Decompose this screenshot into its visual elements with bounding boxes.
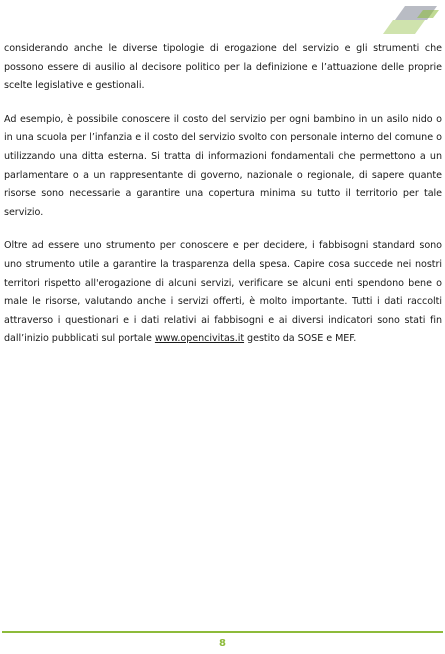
document-body bbox=[4, 40, 442, 364]
logo-graphic bbox=[375, 0, 445, 44]
logo-shape-lower bbox=[383, 20, 425, 34]
opencivitas-link[interactable]: www.opencivitas.it bbox=[154, 333, 245, 345]
footer-divider bbox=[2, 631, 443, 633]
paragraph-3-text-end: gestito da SOSE e MEF. bbox=[244, 333, 357, 345]
paragraph-3 bbox=[4, 237, 442, 349]
logo bbox=[375, 0, 445, 44]
paragraph-3-text: Oltre ad essere uno strumento per conoscere e per decidere, i fabbisogni standard sono uno strumento utile a garantire la trasparenza della spesa. Capire cosa succede nei nostri territori rispetto all'erogazione di alcuni servizi, verificare se alcuni enti spendono bene o male le risorse, valutando anche i servizi offerti, è molto importante. Tutti i dati raccolti attraverso i questionari e i dati relativi ai fabbisogni e ai diversi indicatori sono stati fin dall’inizio pubblicati sul portale bbox=[4, 240, 442, 345]
page-number: 8 bbox=[219, 638, 226, 649]
paragraph-2: Ad esempio, è possibile conoscere il costo del servizio per ogni bambino in un asilo nido o in una scuola per l’infanzia e il costo del servizio svolto con personale interno del comune o utilizzando una ditta esterna. Si tratta di informazioni fondamentali che permettono a un parlamentare o a un rappresentante di governo, nazionale o regionale, di sapere quante risorse sono necessarie a garantire una copertura minima su tutto il territorio per tale servizio. bbox=[4, 113, 442, 218]
paragraph-1: considerando anche le diverse tipologie di erogazione del servizio e gli strumenti che possono essere di ausilio al decisore politico per la definizione e l’attuazione delle proprie scelte legislative e gestionali. bbox=[4, 43, 442, 92]
